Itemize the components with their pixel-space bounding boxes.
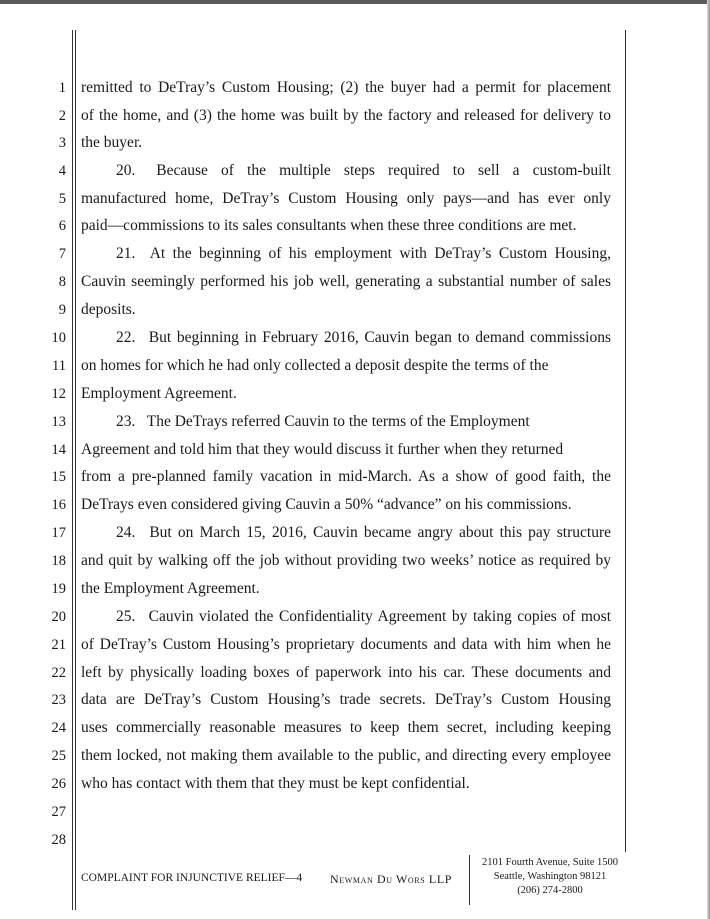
window-top-border	[0, 0, 710, 4]
line-number: 6	[58, 218, 66, 234]
body-text-line: Agreement and told him that they would discuss it further when they returned	[81, 441, 564, 458]
body-text-line: Employment Agreement.	[81, 385, 237, 402]
body-text-line: who has contact with them that they must be kept confidential.	[81, 775, 470, 792]
body-text-line: left by physically loading boxes of paperwork into his car. These documents and	[81, 664, 611, 681]
line-number: 1	[58, 80, 66, 96]
left-margin-rule-inner	[75, 30, 76, 910]
line-number: 2	[58, 108, 66, 124]
line-number: 9	[58, 302, 66, 318]
body-text-line: and quit by walking off the job without providing two weeks’ notice as required by	[81, 552, 611, 569]
footer-document-title: COMPLAINT FOR INJUNCTIVE RELIEF—4	[81, 872, 303, 884]
body-text-line: the Employment Agreement.	[81, 580, 260, 597]
body-text-line: on homes for which he had only collected a deposit despite the terms of the	[81, 357, 549, 374]
footer-divider	[469, 855, 470, 905]
line-number: 23	[51, 692, 66, 708]
line-number: 26	[51, 776, 66, 792]
body-text-line: data are DeTray’s Custom Housing’s trade secrets. DeTray’s Custom Housing	[81, 691, 611, 708]
line-number: 3	[58, 135, 66, 151]
body-text-line: manufactured home, DeTray’s Custom Housing only pays—and has ever only	[81, 190, 611, 207]
line-number: 18	[51, 553, 66, 569]
footer-address-line3: (206) 274-2800	[517, 885, 583, 896]
footer-address-line2: Seattle, Washington 98121	[493, 871, 607, 882]
line-number: 22	[51, 665, 66, 681]
body-text-line: of the home, and (3) the home was built by the factory and released for delivery to	[81, 107, 611, 124]
line-number: 7	[58, 246, 66, 262]
paragraph-25-start: 25. Cauvin violated the Confidentiality Agreement by taking copies of most	[116, 608, 611, 625]
body-text-line: paid—commissions to its sales consultants when these three conditions are met.	[81, 217, 577, 234]
line-number: 20	[51, 609, 66, 625]
left-margin-rule-outer	[72, 30, 73, 910]
line-number: 16	[51, 497, 66, 513]
body-text-line: them locked, not making them available to the public, and directing every employee	[81, 747, 611, 764]
line-number: 25	[51, 748, 66, 764]
line-number: 27	[51, 804, 66, 820]
footer-address-line1: 2101 Fourth Avenue, Suite 1500	[481, 857, 618, 868]
line-number: 15	[51, 469, 66, 485]
line-number: 21	[51, 637, 66, 653]
line-number: 8	[58, 274, 66, 290]
paragraph-20-start: 20. Because of the multiple steps required to sell a custom-built	[116, 162, 611, 179]
line-number: 19	[51, 581, 66, 597]
body-text-line: deposits.	[81, 301, 136, 318]
line-number: 5	[58, 191, 66, 207]
body-text-line: the buyer.	[81, 134, 143, 151]
line-number: 24	[51, 720, 66, 736]
line-number: 17	[51, 525, 66, 541]
line-number: 28	[51, 832, 66, 848]
body-text-line: of DeTray’s Custom Housing’s proprietary documents and data with him when he	[81, 636, 611, 653]
line-number: 14	[51, 442, 66, 458]
body-text-line: DeTrays even considered giving Cauvin a 50% “advance” on his commissions.	[81, 496, 572, 513]
right-margin-rule	[625, 30, 626, 852]
line-number: 13	[51, 414, 66, 430]
paragraph-24-start: 24. But on March 15, 2016, Cauvin became angry about this pay structure	[116, 524, 611, 541]
line-number: 11	[52, 358, 66, 374]
footer-address	[471, 856, 629, 898]
line-number: 10	[51, 330, 66, 346]
line-number: 12	[51, 386, 66, 402]
body-text-line: Cauvin seemingly performed his job well, generating a substantial number of sales	[81, 273, 611, 290]
body-text-line: remitted to DeTray’s Custom Housing; (2) the buyer had a permit for placement	[81, 79, 611, 96]
body-text-line: from a pre-planned family vacation in mid-March. As a show of good faith, the	[81, 468, 611, 485]
footer-firm-name: Newman Du Wors LLP	[330, 872, 453, 886]
paragraph-23-start: 23. The DeTrays referred Cauvin to the terms of the Employment	[116, 413, 530, 430]
page-footer	[0, 850, 710, 910]
line-number: 4	[58, 163, 66, 179]
paragraph-21-start: 21. At the beginning of his employment with DeTray’s Custom Housing,	[116, 245, 611, 262]
paragraph-22-start: 22. But beginning in February 2016, Cauvin began to demand commissions	[116, 329, 611, 346]
body-text-line: uses commercially reasonable measures to keep them secret, including keeping	[81, 719, 611, 736]
